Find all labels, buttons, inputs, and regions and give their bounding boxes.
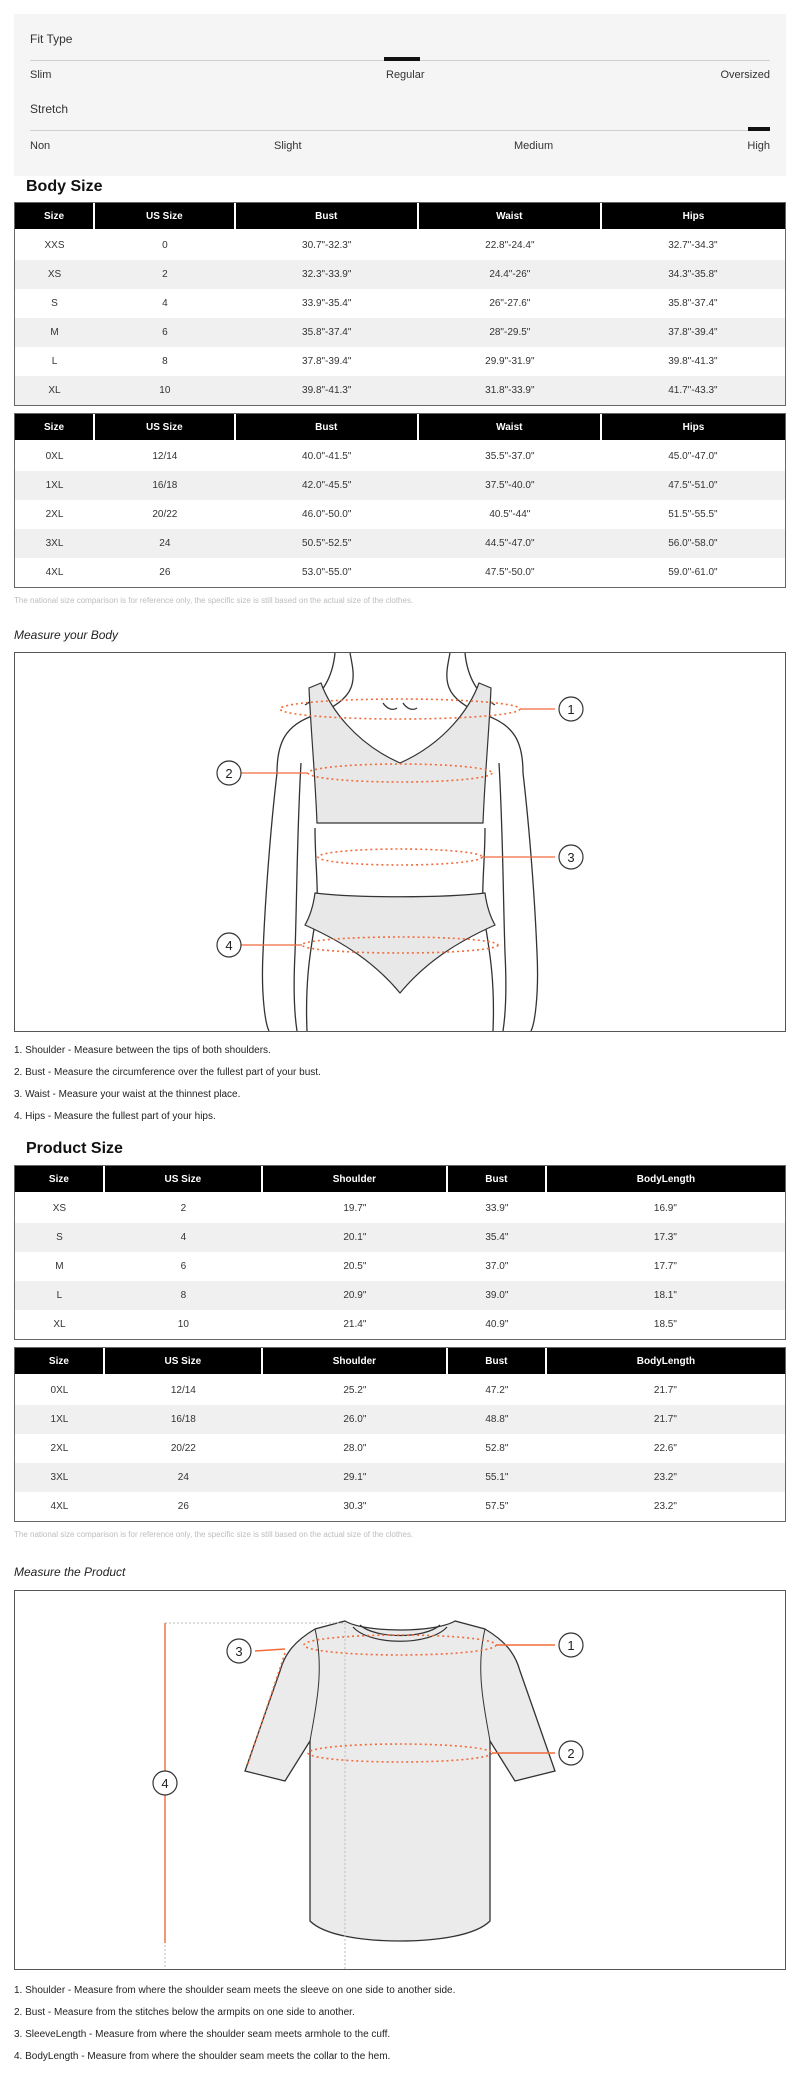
body-instruction-1: 1. Shoulder - Measure between the tips of both shoulders. [14, 1045, 271, 1056]
product-callout-2: 2 [567, 1746, 575, 1761]
table-cell: 2XL [50, 1443, 69, 1454]
table-cell: 10 [95, 376, 236, 405]
body-size-table-1 [14, 202, 786, 406]
tshirt-illustration [15, 1591, 785, 1969]
table-cell: 0XL [45, 451, 64, 462]
fit-panel [14, 14, 786, 176]
table-cell: 0XL [50, 1385, 69, 1396]
table-cell: 16/18 [105, 1405, 263, 1434]
table-cell: 22.8"-24.4" [485, 240, 535, 251]
table-cell: 26.0" [263, 1405, 448, 1434]
table-cell: 3XL [15, 529, 95, 558]
column-header: Size [15, 414, 95, 442]
table-cell: 53.0"-55.0" [302, 567, 352, 578]
table-cell: 18.5" [653, 1319, 677, 1330]
table-cell: 59.0"-61.0" [668, 567, 718, 578]
table-cell: 35.8"-37.4" [668, 298, 718, 309]
stretch-row [22, 94, 778, 166]
table-row [15, 1434, 785, 1463]
table-cell: 35.8"-37.4" [236, 318, 419, 347]
table-row [15, 318, 785, 347]
column-header: Hips [602, 203, 785, 231]
table-cell: 37.8"-39.4" [302, 356, 352, 367]
table-cell: 20.9" [263, 1281, 448, 1310]
table-cell: 20.1" [263, 1223, 448, 1252]
callout-4: 4 [225, 938, 233, 953]
body-figure [14, 652, 786, 1032]
table-row [15, 231, 785, 260]
table-cell: 32.3"-33.9" [236, 260, 419, 289]
table-cell: 0 [162, 240, 168, 251]
table-row [15, 376, 785, 405]
body-instruction-2: 2. Bust - Measure the circumference over the fullest part of your bust. [14, 1067, 321, 1078]
table-cell: 12/14 [170, 1385, 196, 1396]
table-cell: 39.8"-41.3" [668, 356, 718, 367]
column-header: Size [15, 1166, 105, 1194]
table-cell: XL [15, 376, 95, 405]
table-cell: 16.9" [653, 1203, 677, 1214]
table-row [15, 1405, 785, 1434]
waist-line [318, 849, 482, 865]
table-cell: XXS [44, 240, 65, 251]
body-size-heading: Body Size [26, 178, 103, 195]
table-cell: 8 [105, 1281, 263, 1310]
stretch-marker [748, 127, 770, 131]
product-size-table-1 [14, 1165, 786, 1340]
table-cell: 16/18 [95, 471, 236, 500]
product-size-table-2 [14, 1347, 786, 1522]
product-instruction-4: 4. BodyLength - Measure from where the shoulder seam meets the collar to the hem. [14, 2051, 391, 2062]
table-cell: 22.6" [653, 1443, 677, 1454]
table-cell: 39.0" [448, 1281, 547, 1310]
table-cell: 37.8"-39.4" [602, 318, 785, 347]
table-cell: 2XL [45, 509, 64, 520]
table-row [15, 500, 785, 529]
stretch-track [30, 130, 770, 131]
column-header: Shoulder [263, 1348, 448, 1376]
table-row [15, 442, 785, 471]
table-cell: 33.9" [485, 1203, 509, 1214]
table-cell: 18.1" [547, 1281, 785, 1310]
column-header: Bust [448, 1348, 547, 1376]
column-header: Bust [236, 414, 419, 442]
table-row [15, 1492, 785, 1521]
column-header: Bust [448, 1166, 547, 1194]
table-cell: 21.7" [653, 1385, 677, 1396]
table-cell: 24.4"-26" [419, 260, 602, 289]
table-cell: 37.0" [485, 1261, 509, 1272]
table-cell: 35.5"-37.0" [485, 451, 535, 462]
fit-type-label-slim: Slim [30, 69, 52, 81]
table-row [15, 1194, 785, 1223]
fit-type-row [22, 22, 778, 94]
table-cell: 28.0" [343, 1443, 367, 1454]
stretch-title: Stretch [30, 102, 69, 116]
body-illustration [15, 653, 785, 1031]
table-cell: 37.5"-40.0" [419, 471, 602, 500]
product-callout-4: 4 [161, 1776, 169, 1791]
table-cell: 47.5"-50.0" [485, 567, 535, 578]
table-cell: 21.7" [547, 1405, 785, 1434]
table-cell: 51.5"-55.5" [668, 509, 718, 520]
table-cell: 46.0"-50.0" [302, 509, 352, 520]
column-header: Shoulder [263, 1166, 448, 1194]
table-cell: 21.4" [343, 1319, 367, 1330]
table-cell: 40.5"-44" [489, 509, 531, 520]
column-header: US Size [95, 203, 236, 231]
stretch-label-high: High [747, 140, 770, 152]
table-cell: 4 [162, 298, 168, 309]
table-cell: 10 [177, 1319, 189, 1330]
table-cell: XS [52, 1203, 67, 1214]
table-cell: 56.0"-58.0" [602, 529, 785, 558]
table-row [15, 289, 785, 318]
table-cell: 45.0"-47.0" [668, 451, 718, 462]
measure-body-title: Measure your Body [14, 628, 119, 642]
table-cell: 44.5"-47.0" [419, 529, 602, 558]
product-instruction-2: 2. Bust - Measure from the stitches below the armpits on one side to another. [14, 2007, 355, 2018]
table-cell: 25.2" [343, 1385, 367, 1396]
fit-type-label-oversized: Oversized [720, 69, 770, 81]
table-row [15, 1252, 785, 1281]
table-cell: 6 [95, 318, 236, 347]
column-header: BodyLength [547, 1166, 785, 1194]
table-cell: 52.8" [485, 1443, 509, 1454]
callout-2: 2 [225, 766, 233, 781]
product-callout-1: 1 [567, 1638, 575, 1653]
column-header: US Size [105, 1166, 263, 1194]
table-cell: 33.9"-35.4" [302, 298, 352, 309]
table-cell: 29.1" [263, 1463, 448, 1492]
table-cell: 23.2" [653, 1501, 677, 1512]
column-header: US Size [95, 414, 236, 442]
table-cell: 40.0"-41.5" [302, 451, 352, 462]
table-cell: XS [15, 260, 95, 289]
table-cell: M [15, 318, 95, 347]
table-cell: 31.8"-33.9" [419, 376, 602, 405]
body-instruction-3: 3. Waist - Measure your waist at the thinnest place. [14, 1089, 241, 1100]
table-cell: 26 [159, 567, 171, 578]
table-cell: 2 [180, 1203, 187, 1214]
table-cell: 41.7"-43.3" [602, 376, 785, 405]
table-cell: 39.8"-41.3" [236, 376, 419, 405]
table-cell: 47.5"-51.0" [602, 471, 785, 500]
table-cell: 4XL [45, 567, 64, 578]
table-row [15, 347, 785, 376]
table-cell: M [55, 1261, 64, 1272]
table-row [15, 260, 785, 289]
table-cell: 2 [95, 260, 236, 289]
table-cell: 26 [177, 1501, 189, 1512]
table-cell: 12/14 [152, 451, 178, 462]
column-header: Size [15, 203, 95, 231]
column-header: BodyLength [547, 1348, 785, 1376]
product-size-heading: Product Size [26, 1140, 123, 1157]
table-cell: 57.5" [485, 1501, 509, 1512]
table-cell: 17.7" [653, 1261, 677, 1272]
stretch-label-non: Non [30, 140, 51, 152]
table-cell: 47.2" [485, 1385, 509, 1396]
table-row [15, 529, 785, 558]
product-size-note: The national size comparison is for reference only, the specific size is still based on the actual size of the clothes. [14, 1530, 414, 1539]
table-cell: 24 [105, 1463, 263, 1492]
table-row [15, 558, 785, 587]
table-cell: 50.5"-52.5" [236, 529, 419, 558]
table-cell: 42.0"-45.5" [236, 471, 419, 500]
fit-type-title: Fit Type [30, 32, 73, 46]
size-note: The national size comparison is for reference only, the specific size is still based on the actual size of the clothes. [14, 596, 414, 605]
table-cell: 19.7" [343, 1203, 367, 1214]
table-cell: 55.1" [448, 1463, 547, 1492]
column-header: Hips [602, 414, 785, 442]
table-cell: L [51, 356, 58, 367]
table-cell: 4XL [50, 1501, 69, 1512]
table-cell: 1XL [15, 471, 95, 500]
table-row [15, 471, 785, 500]
table-cell: 40.9" [485, 1319, 509, 1330]
column-header: Waist [419, 203, 602, 231]
table-row [15, 1376, 785, 1405]
table-cell: 48.8" [448, 1405, 547, 1434]
table-cell: 4 [105, 1223, 263, 1252]
table-cell: XL [53, 1319, 66, 1330]
table-cell: 30.7"-32.3" [302, 240, 352, 251]
product-instruction-3: 3. SleeveLength - Measure from where the shoulder seam meets armhole to the cuff. [14, 2029, 391, 2040]
table-row [15, 1310, 785, 1339]
table-cell: 20/22 [170, 1443, 196, 1454]
table-cell: 24 [95, 529, 236, 558]
table-cell: 26"-27.6" [489, 298, 531, 309]
table-cell: 35.4" [448, 1223, 547, 1252]
column-header: Bust [236, 203, 419, 231]
stretch-label-slight: Slight [274, 140, 302, 152]
table-cell: S [51, 298, 58, 309]
table-cell: 20/22 [152, 509, 178, 520]
table-row [15, 1223, 785, 1252]
table-cell: 3XL [15, 1463, 105, 1492]
table-row [15, 1281, 785, 1310]
product-figure [14, 1590, 786, 1970]
table-cell: L [15, 1281, 105, 1310]
table-cell: S [15, 1223, 105, 1252]
product-callout-3: 3 [235, 1644, 243, 1659]
table-row [15, 1463, 785, 1492]
table-cell: 28"-29.5" [419, 318, 602, 347]
measure-product-title: Measure the Product [14, 1565, 126, 1579]
callout-3: 3 [567, 850, 575, 865]
callout-1: 1 [567, 702, 575, 717]
table-cell: 20.5" [343, 1261, 367, 1272]
table-cell: 1XL [15, 1405, 105, 1434]
column-header: Waist [419, 414, 602, 442]
table-cell: 23.2" [547, 1463, 785, 1492]
table-cell: 34.3"-35.8" [602, 260, 785, 289]
stretch-label-medium: Medium [514, 140, 554, 152]
fit-type-label-regular: Regular [386, 69, 425, 81]
table-cell: 8 [162, 356, 168, 367]
table-cell: 32.7"-34.3" [668, 240, 718, 251]
fit-type-marker [384, 57, 420, 61]
column-header: US Size [105, 1348, 263, 1376]
table-cell: 6 [180, 1261, 187, 1272]
product-instruction-1: 1. Shoulder - Measure from where the shoulder seam meets the sleeve on one side to another side. [14, 1985, 456, 1996]
column-header: Size [15, 1348, 105, 1376]
table-cell: 17.3" [547, 1223, 785, 1252]
body-instruction-4: 4. Hips - Measure the fullest part of your hips. [14, 1111, 216, 1122]
table-cell: 30.3" [343, 1501, 367, 1512]
body-size-table-2 [14, 413, 786, 588]
table-cell: 29.9"-31.9" [485, 356, 535, 367]
